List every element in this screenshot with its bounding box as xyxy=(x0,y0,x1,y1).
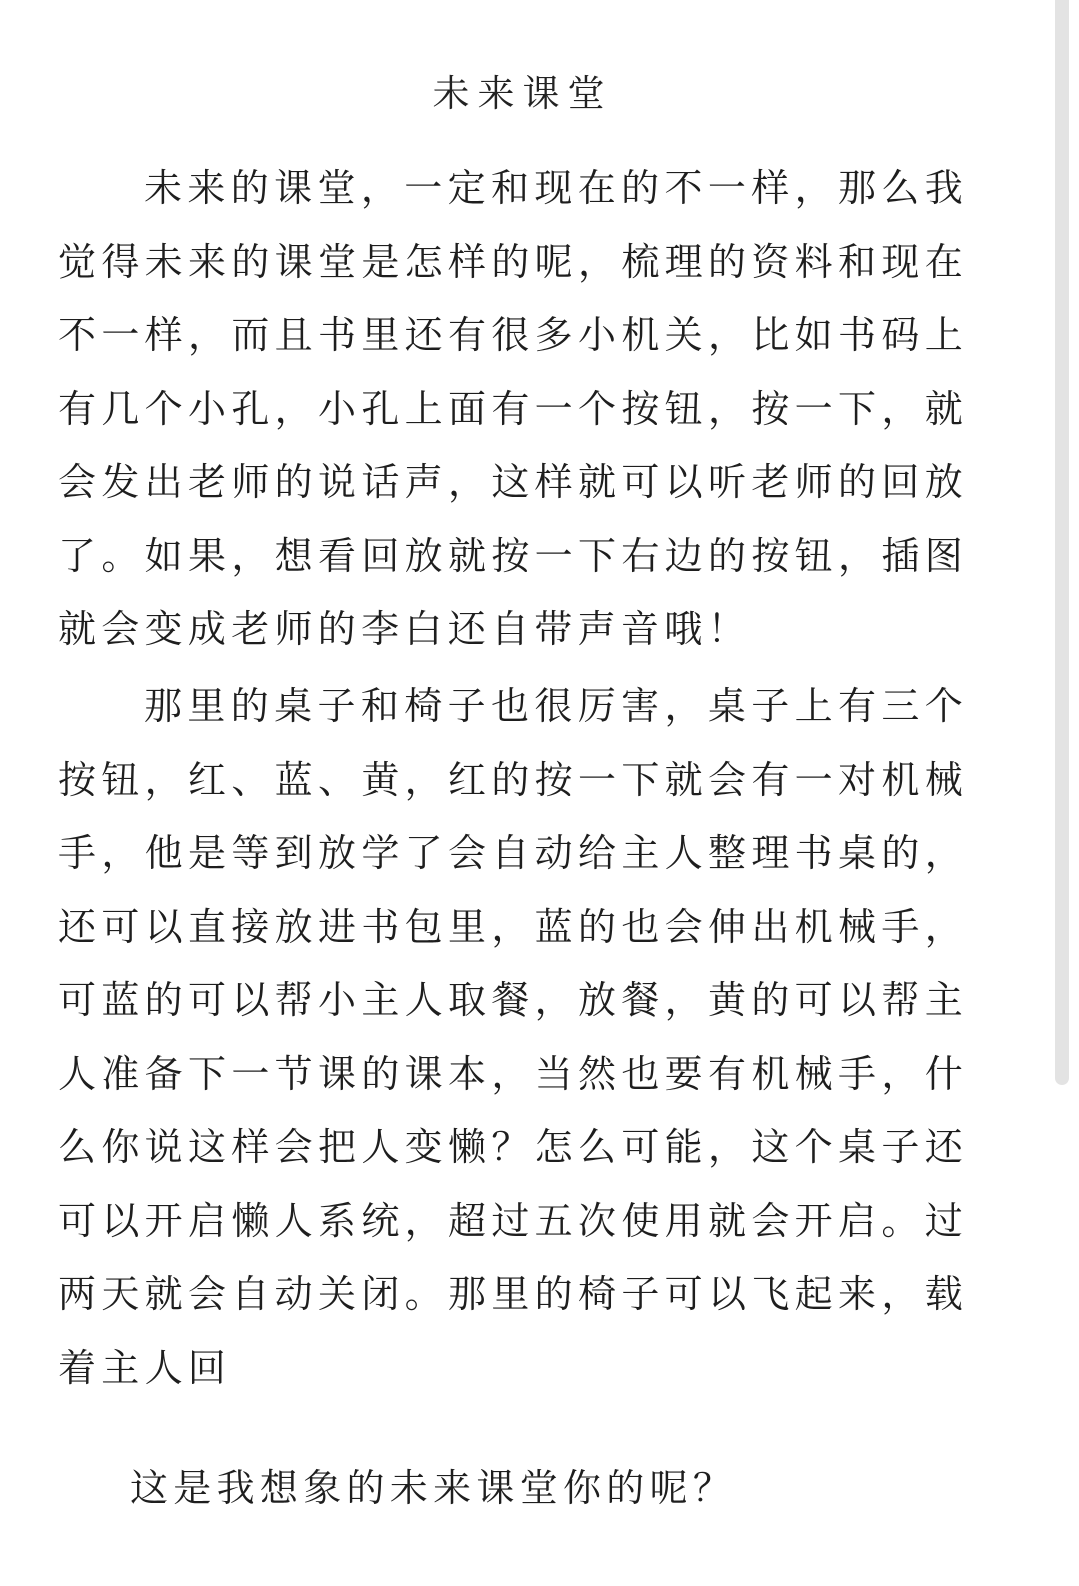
paragraph-2: 那里的桌子和椅子也很厉害，桌子上有三个按钮，红、蓝、黄，红的按一下就会有一对机械手，他是等到放学了会自动给主人整理书桌的，还可以直接放进书包里，蓝的也会伸出机械手，可蓝的可以帮小主人取餐，放餐，黄的可以帮主人准备下一节课的课本，当然也要有机械手，什么你说这样会把人变懒？怎么可能，这个桌子还可以开启懒人系统，超过五次使用就会开启。过两天就会自动关闭。那里的椅子可以飞起来，载着主人回 xyxy=(58,684,968,1390)
paragraph-3: 这是我想象的未来课堂你的呢？ xyxy=(130,1466,737,1510)
vertical-scrollbar[interactable] xyxy=(1045,0,1079,1586)
paragraph-1: 未来的课堂，一定和现在的不一样，那么我觉得未来的课堂是怎样的呢，梳理的资料和现在不一样，而且书里还有很多小机关，比如书码上有几个小孔，小孔上面有一个按钮，按一下，就会发出老师的说话声，这样就可以听老师的回放了。如果，想看回放就按一下右边的按钮，插图就会变成老师的李白还自带声音哦！ xyxy=(58,166,968,651)
scrollbar-thumb[interactable] xyxy=(1055,0,1069,1085)
document-title: 未来课堂 xyxy=(432,72,613,115)
